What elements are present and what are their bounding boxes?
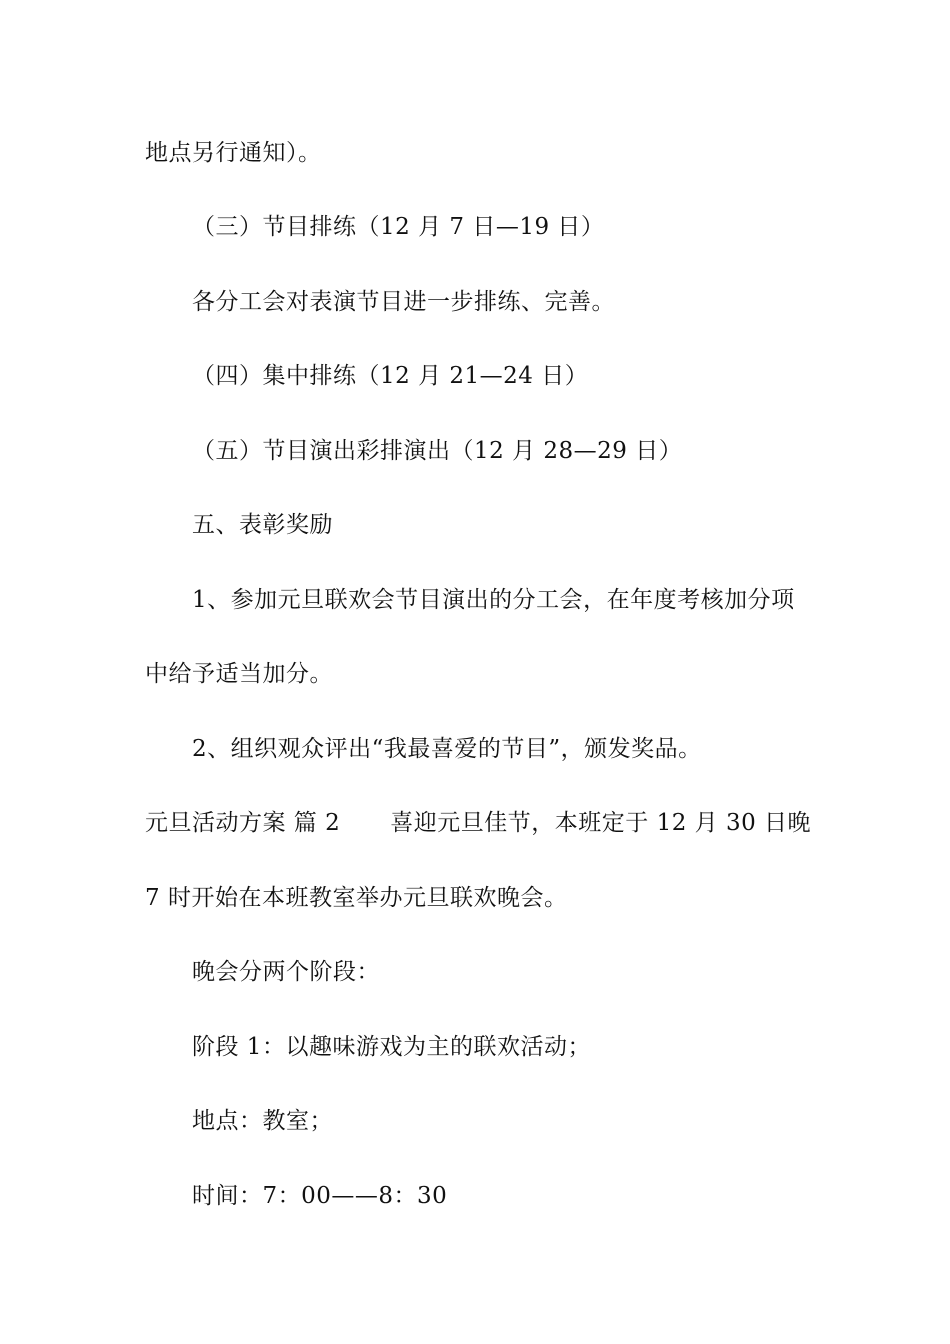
paragraph-line: 晚会分两个阶段： [192, 959, 380, 985]
paragraph-line: 1、参加元旦联欢会节目演出的分工会，在年度考核加分项 [192, 587, 795, 613]
paragraph-line: 2、组织观众评出“我最喜爱的节目”，颁发奖品。 [192, 736, 702, 762]
section-heading-awards: 五、表彰奖励 [192, 512, 333, 538]
paragraph-line: 地点另行通知）。 [145, 140, 322, 166]
section-title-line [145, 807, 811, 839]
subsection-heading-dress-rehearsal: （五）节目演出彩排演出（12 月 28—29 日） [192, 438, 683, 464]
time-line: 时间：7：00——8：30 [192, 1183, 448, 1209]
location-line: 地点：教室； [192, 1108, 333, 1134]
paragraph-line: 中给予适当加分。 [145, 661, 333, 687]
section-intro: 喜迎元旦佳节，本班定于 12 月 30 日晚 [390, 810, 812, 836]
section-heading: 元旦活动方案 篇 2 [145, 810, 341, 836]
paragraph-line: 各分工会对表演节目进一步排练、完善。 [192, 289, 615, 315]
paragraph-line: 7 时开始在本班教室举办元旦联欢晚会。 [145, 885, 568, 911]
subsection-heading-focused-rehearsal: （四）集中排练（12 月 21—24 日） [192, 363, 589, 389]
subsection-heading-rehearsal: （三）节目排练（12 月 7 日—19 日） [192, 214, 605, 240]
stage-description: 阶段 1：以趣味游戏为主的联欢活动； [192, 1034, 591, 1060]
